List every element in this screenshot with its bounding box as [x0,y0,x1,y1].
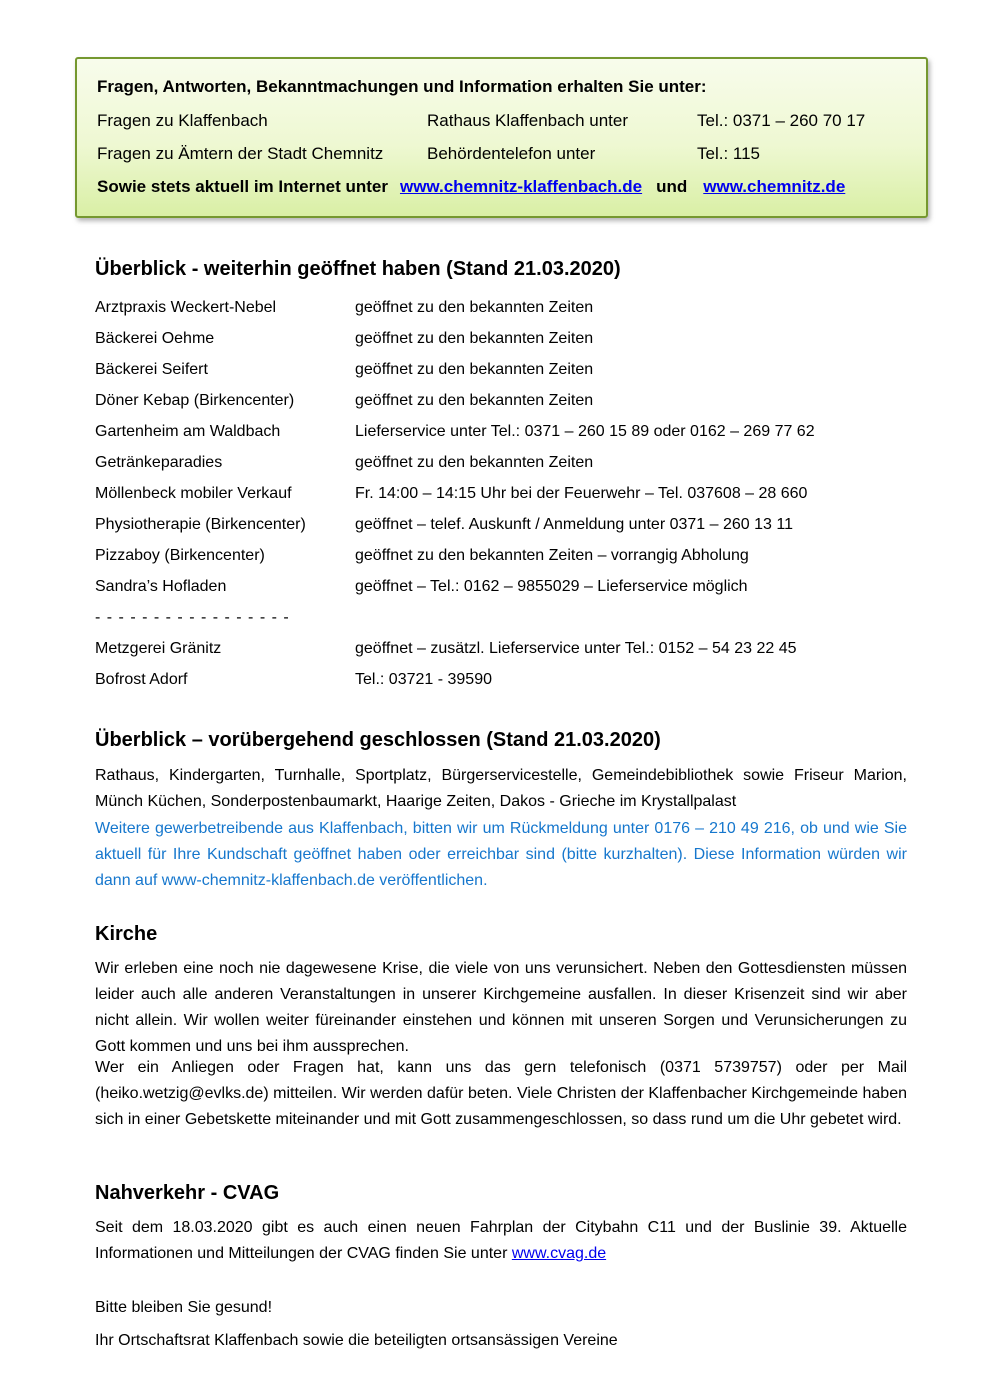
business-status: geöffnet – Tel.: 0162 – 9855029 – Lieferservice möglich [355,578,748,595]
business-name: Getränkeparadies [95,454,223,471]
heading-closed-overview: Überblick – vorübergehend geschlossen (Stand 21.03.2020) [95,729,661,751]
link-chemnitz-klaffenbach[interactable]: www.chemnitz-klaffenbach.de [399,177,643,196]
business-status: geöffnet – telef. Auskunft / Anmeldung unter 0371 – 260 13 11 [355,516,793,533]
business-name: Bäckerei Seifert [95,361,208,378]
business-status: Fr. 14:00 – 14:15 Uhr bei der Feuerwehr – Tel. 037608 – 28 660 [355,485,808,502]
business-name: Sandra’s Hofladen [95,578,227,595]
link-cvag[interactable]: www.cvag.de [511,1245,607,1262]
list-item [95,514,907,545]
heading-kirche: Kirche [95,923,158,945]
list-item [95,576,907,607]
dashed-separator: - - - - - - - - - - - - - - - - - [95,609,290,626]
heading-nahverkehr-cvag: Nahverkehr - CVAG [95,1182,280,1204]
business-name: Metzgerei Gränitz [95,640,222,657]
list-item [95,669,907,700]
business-name: Pizzaboy (Birkencenter) [95,547,265,564]
business-name: Physiotherapie (Birkencenter) [95,516,306,533]
list-item [95,328,907,359]
business-name: Bäckerei Oehme [95,330,215,347]
list-item [95,483,907,514]
business-status: geöffnet – zusätzl. Lieferservice unter Tel.: 0152 – 54 23 22 45 [355,640,797,657]
business-status: geöffnet zu den bekannten Zeiten [355,392,594,409]
info-row-chemnitz [97,143,906,164]
list-item [95,297,907,328]
closing-signature: Ihr Ortschaftsrat Klaffenbach sowie die beteiligten ortsansässigen Vereine [95,1332,618,1349]
info-phone: Tel.: 115 [697,144,761,163]
business-name: Möllenbeck mobiler Verkauf [95,485,292,502]
internet-line-prefix: Sowie stets aktuell im Internet unter [97,177,388,196]
info-box-title: Fragen, Antworten, Bekanntmachungen und Information erhalten Sie unter: [97,77,707,96]
list-item [95,545,907,576]
business-name: Bofrost Adorf [95,671,188,688]
info-box [75,57,928,218]
list-item [95,638,907,669]
cvag-paragraph [95,1215,907,1267]
business-status: geöffnet zu den bekannten Zeiten [355,361,594,378]
info-topic: Fragen zu Ämtern der Stadt Chemnitz [97,144,384,163]
info-row-klaffenbach [97,110,906,131]
open-businesses-list [95,297,907,700]
list-item [95,359,907,390]
kirche-paragraph-1: Wir erleben eine noch nie dagewesene Krise, die viele von uns verunsichert. Neben den Gottesdiensten müssen leider auch alle anderen Veranstaltungen in unserer Kirchgemeine ausfallen. In dieser Krisenzeit sind wir aber nicht allein. Wir wollen weiter füreinander einstehen und können mit unseren Sorgen und Verunsicherungen zu Gott kommen und uns bei ihm aussprechen. [95,960,907,1055]
list-item [95,421,907,452]
business-status: geöffnet zu den bekannten Zeiten [355,330,594,347]
cvag-text: Seit dem 18.03.2020 gibt es auch einen neuen Fahrplan der Citybahn C11 und der Buslinie 39. Aktuelle Informationen und Mitteilungen der CVAG finden Sie unter [95,1219,907,1262]
internet-line [97,176,906,197]
business-callback-notice: Weitere gewerbetreibende aus Klaffenbach, bitten wir um Rückmeldung unter 0176 – 210 49 216, ob und wie Sie aktuell für Ihre Kundschaft geöffnet haben oder erreichbar sind (bitte kurzhalten). Diese Information würden wir dann auf www-chemnitz-klaffenbach.de veröffentlichen. [95,820,907,889]
info-place: Behördentelefon unter [427,144,596,163]
kirche-paragraph-2: Wer ein Anliegen oder Fragen hat, kann uns das gern telefonisch (0371 5739757) oder per Mail (heiko.wetzig@evlks.de) mitteilen. Wir werden dafür beten. Viele Christen der Klaffenbacher Kirchgemeinde haben sich in einer Gebetskette miteinander und mit Gott zusammengeschlossen, so dass rund um die Uhr gebetet wird. [95,1059,907,1128]
business-name: Döner Kebap (Birkencenter) [95,392,295,409]
info-phone: Tel.: 0371 – 260 70 17 [697,111,866,130]
list-item [95,452,907,483]
internet-line-conjunction: und [656,177,688,196]
list-item [95,390,907,421]
business-status: Tel.: 03721 - 39590 [355,671,492,688]
business-name: Arztpraxis Weckert-Nebel [95,299,277,316]
link-chemnitz[interactable]: www.chemnitz.de [703,177,846,196]
business-status: geöffnet zu den bekannten Zeiten [355,454,594,471]
heading-open-overview: Überblick - weiterhin geöffnet haben (Stand 21.03.2020) [95,258,621,280]
business-status: geöffnet zu den bekannten Zeiten – vorrangig Abholung [355,547,749,564]
business-status: geöffnet zu den bekannten Zeiten [355,299,594,316]
closing-stay-healthy: Bitte bleiben Sie gesund! [95,1299,273,1316]
closed-businesses-paragraph: Rathaus, Kindergarten, Turnhalle, Sportplatz, Bürgerservicestelle, Gemeindebibliothek sowie Friseur Marion, Münch Küchen, Sonderpostenbaumarkt, Haarige Zeiten, Dakos - Grieche im Krystallpalast [95,767,907,810]
business-status: Lieferservice unter Tel.: 0371 – 260 15 89 oder 0162 – 269 77 62 [355,423,815,440]
info-topic: Fragen zu Klaffenbach [97,111,268,130]
business-name: Gartenheim am Waldbach [95,423,281,440]
info-place: Rathaus Klaffenbach unter [427,111,628,130]
